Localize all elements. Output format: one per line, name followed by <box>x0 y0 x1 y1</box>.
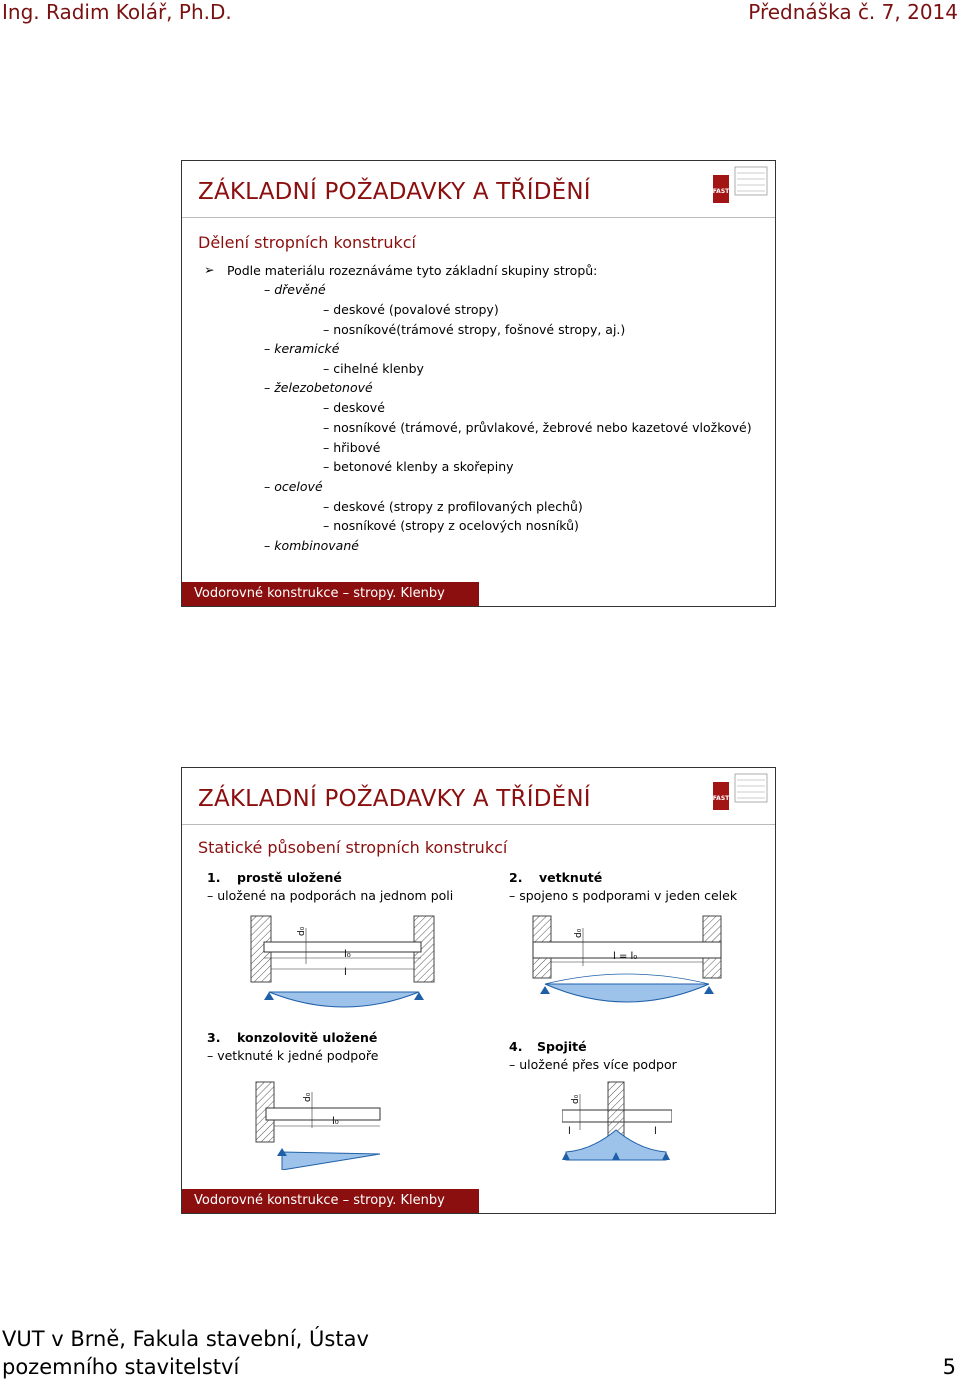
slide-title: ZÁKLADNÍ POŽADAVKY A TŘÍDĚNÍ <box>198 179 591 205</box>
svg-text:FAST: FAST <box>713 795 730 802</box>
l0-label: l₀ <box>344 949 351 960</box>
d0-label: d₀ <box>303 1092 313 1102</box>
case-desc: – vetknuté k jedné podpoře <box>207 1048 379 1063</box>
svg-text:FAST: FAST <box>713 188 730 195</box>
page-number: 5 <box>942 1355 956 1379</box>
title-divider <box>182 217 775 218</box>
group-label: – ocelové <box>264 479 323 494</box>
lecture-header: Přednáška č. 7, 2014 <box>748 0 958 24</box>
case-name <box>539 870 602 885</box>
group-item: – nosníkové(trámové stropy, fošnové stropy, aj.) <box>323 322 626 337</box>
case-name: konzolovitě uložené <box>237 1030 378 1045</box>
continuous-beam-diagram <box>562 1080 672 1170</box>
footer-line-2: pozemního stavitelství <box>2 1355 240 1379</box>
l-eq-label: l = l₀ <box>613 951 638 962</box>
group-item: – betonové klenby a skořepiny <box>323 459 514 474</box>
group-label: – železobetonové <box>264 380 373 395</box>
d0-label: d₀ <box>571 1094 581 1104</box>
slide-title: ZÁKLADNÍ POŽADAVKY A TŘÍDĚNÍ <box>198 786 591 812</box>
case-name-text: vetknuté <box>539 870 603 885</box>
slide-1 <box>181 160 776 607</box>
group-item: – hřibové <box>323 440 381 455</box>
case-desc: – uložené přes více podpor <box>509 1057 677 1072</box>
case-desc: – spojeno s podporami v jeden celek <box>509 888 738 903</box>
slide-subtitle: Dělení stropních konstrukcí <box>198 233 416 252</box>
l0-label: l₀ <box>332 1116 339 1127</box>
fixed-beam-diagram <box>527 914 727 1009</box>
slab <box>266 1108 380 1120</box>
group-item: – deskové (povalové stropy) <box>323 302 499 317</box>
moment-diagram <box>282 1152 380 1170</box>
case-desc: – uložené na podporách na jednom poli <box>207 888 454 903</box>
group-item: – nosníkové (trámové, průvlakové, žebrové nebo kazetové vložkové) <box>323 420 752 435</box>
slide-footer: Vodorovné konstrukce – stropy. Klenby <box>182 1189 479 1213</box>
case-name: prostě uložené <box>237 870 342 885</box>
case-number: 4. <box>509 1039 523 1054</box>
d0-label: d₀ <box>297 926 307 936</box>
group-item: – deskové (stropy z profilovaných plechů) <box>323 499 583 514</box>
group-label: – dřevěné <box>264 282 326 297</box>
slide-2 <box>181 767 776 1214</box>
l-label: l <box>344 967 347 978</box>
slab <box>264 942 421 952</box>
case-number: 2. <box>509 870 523 885</box>
l1-label: l <box>568 1126 571 1137</box>
support-icon <box>704 986 714 994</box>
moment-diagram <box>545 984 709 1002</box>
case-name: Spojité <box>537 1039 587 1054</box>
case-number: 3. <box>207 1030 221 1045</box>
slide-subtitle: Statické působení stropních konstrukcí <box>198 838 508 857</box>
slide-footer: Vodorovné konstrukce – stropy. Klenby <box>182 582 479 606</box>
support-icon <box>540 986 550 994</box>
footer-line-1: VUT v Brně, Fakula stavební, Ústav <box>2 1327 369 1351</box>
group-item: – deskové <box>323 400 385 415</box>
d0-label: d₀ <box>574 928 584 938</box>
author-header: Ing. Radim Kolář, Ph.D. <box>2 0 232 24</box>
group-item: – nosníkové (stropy z ocelových nosníků) <box>323 518 579 533</box>
group-label: – kombinované <box>264 538 359 553</box>
fast-logo-icon <box>713 772 769 816</box>
group-item: – cihelné klenby <box>323 361 424 376</box>
intro-text: Podle materiálu rozeznáváme tyto základní skupiny stropů: <box>227 263 598 278</box>
bullet-arrow-icon: ➢ <box>204 262 215 277</box>
simply-supported-diagram <box>244 914 444 1009</box>
cantilever-diagram <box>252 1080 402 1170</box>
fast-logo-icon <box>713 165 769 209</box>
case-number: 1. <box>207 870 221 885</box>
l2-label: l <box>654 1126 657 1137</box>
title-divider <box>182 824 775 825</box>
group-label: – keramické <box>264 341 340 356</box>
moment-diagram <box>269 992 419 1007</box>
